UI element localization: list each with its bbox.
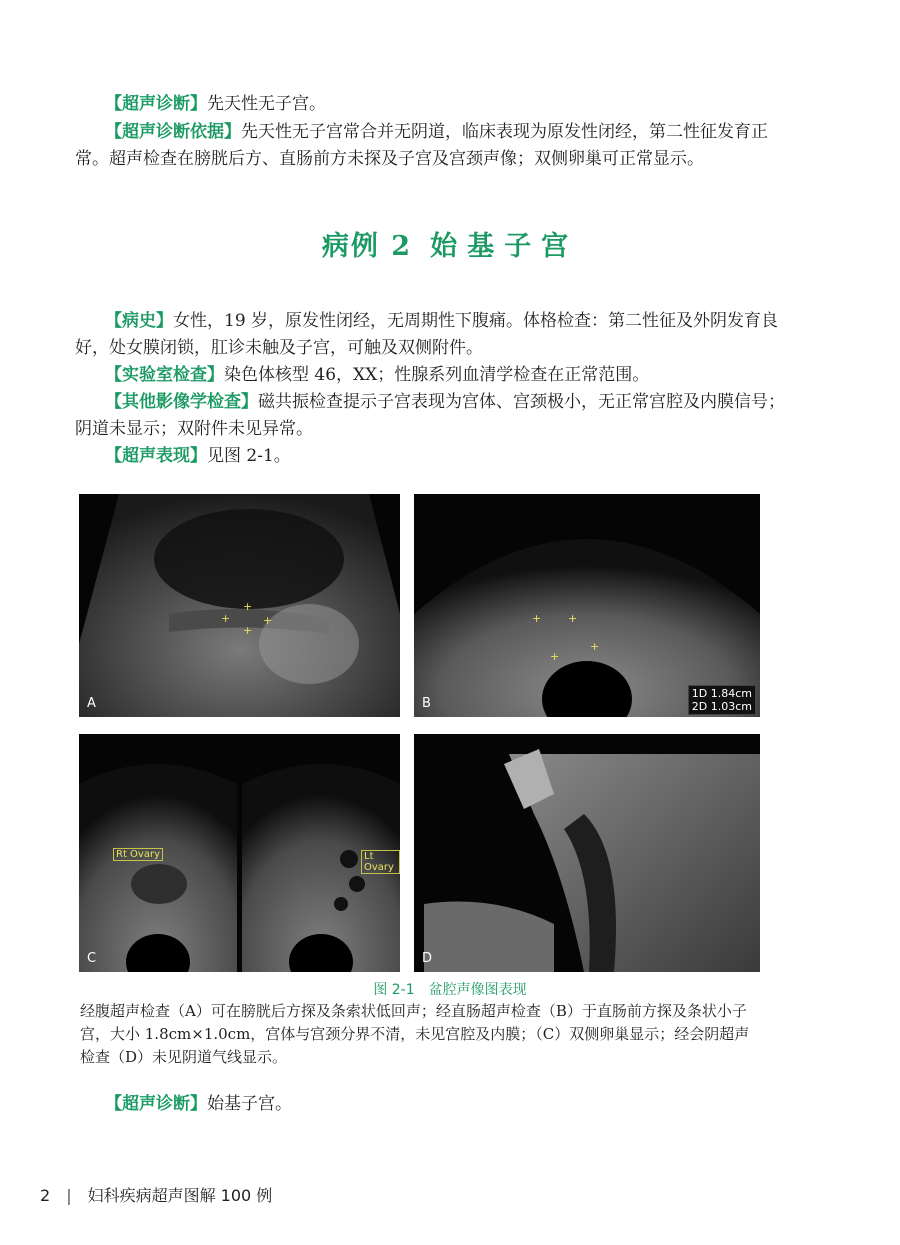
case-name: 始基子宫 xyxy=(430,231,579,262)
figure-caption: 图 2-1 盆腔声像图表现 xyxy=(373,982,527,998)
measurement-1d: 1D 1.84cm xyxy=(691,687,752,700)
panel-a-letter: A xyxy=(87,696,96,711)
panel-b-letter: B xyxy=(422,696,431,711)
case-title xyxy=(0,224,900,263)
ultrasound-image-a xyxy=(79,494,400,717)
diagnosis-paragraph xyxy=(75,91,795,118)
case-number: 病例 2 xyxy=(321,231,413,262)
lab-label: 【实验室检查】 xyxy=(105,365,224,385)
ultrasound-findings-paragraph xyxy=(75,443,795,470)
diagnosis-basis-text: 先天性无子宫常合并无阴道，临床表现为原发性闭经，第二性征发育正常。超声检查在膀胱后方、直肠前方未探及子宫及宫颈声像；双侧卵巢可正常显示。 xyxy=(75,122,768,169)
svg-text:+: + xyxy=(221,612,231,625)
svg-text:+: + xyxy=(550,650,560,663)
book-title: 妇科疾病超声图解 100 例 xyxy=(87,1186,273,1205)
final-diagnosis-paragraph xyxy=(75,1091,795,1118)
final-diagnosis-label: 【超声诊断】 xyxy=(105,1094,207,1114)
ultrasound-image-d xyxy=(414,734,760,972)
imaging-paragraph xyxy=(75,389,795,443)
diagnosis-label: 【超声诊断】 xyxy=(105,94,207,114)
diagnosis-basis-paragraph xyxy=(75,119,795,173)
ultrasound-panel-c xyxy=(79,734,400,972)
right-ovary-label: Rt Ovary xyxy=(113,848,163,861)
svg-text:+: + xyxy=(532,612,542,625)
footer-separator: | xyxy=(66,1186,72,1205)
ultrasound-panel-a xyxy=(79,494,400,717)
figure-description: 经腹超声检查（A）可在膀胱后方探及条索状低回声；经直肠超声检查（B）于直肠前方探及条状小子宫，大小 1.8cm×1.0cm，宫体与宫颈分界不清，未见宫腔及内膜；（C）双侧卵巢显示；经会阴超声检查（D）未见阴道气线显示。 xyxy=(80,1002,750,1066)
history-paragraph xyxy=(75,308,795,362)
ultrasound-image-b xyxy=(414,494,760,717)
svg-text:+: + xyxy=(568,612,578,625)
lab-paragraph xyxy=(75,362,795,389)
history-label: 【病史】 xyxy=(105,311,173,331)
panel-d-letter: D xyxy=(422,951,433,966)
svg-text:+: + xyxy=(243,600,253,613)
page-footer xyxy=(40,1183,272,1206)
diagnosis-basis-label: 【超声诊断依据】 xyxy=(105,122,241,142)
svg-text:+: + xyxy=(243,624,253,637)
panel-c-letter: C xyxy=(87,951,97,966)
diagnosis-text: 先天性无子宫。 xyxy=(207,94,326,114)
ultrasound-findings-text: 见图 2-1。 xyxy=(207,446,291,466)
history-text: 女性，19 岁，原发性闭经，无周期性下腹痛。体格检查：第二性征及外阴发育良好，处女膜闭锁，肛诊未触及子宫，可触及双侧附件。 xyxy=(75,311,779,358)
imaging-label: 【其他影像学检查】 xyxy=(105,392,258,412)
measurement-readout xyxy=(688,685,756,715)
ultrasound-findings-label: 【超声表现】 xyxy=(105,446,207,466)
left-ovary-label: Lt Ovary xyxy=(361,850,400,874)
ultrasound-panel-b xyxy=(414,494,760,717)
measurement-2d: 2D 1.03cm xyxy=(691,700,752,713)
ultrasound-panel-d xyxy=(414,734,760,972)
final-diagnosis-text: 始基子宫。 xyxy=(207,1094,292,1114)
page-number: 2 xyxy=(40,1186,51,1205)
svg-text:+: + xyxy=(590,640,600,653)
svg-text:+: + xyxy=(263,614,273,627)
lab-text: 染色体核型 46，XX；性腺系列血清学检查在正常范围。 xyxy=(224,365,650,385)
imaging-text: 磁共振检查提示子宫表现为宫体、宫颈极小，无正常宫腔及内膜信号；阴道未显示；双附件未见异常。 xyxy=(75,392,785,439)
